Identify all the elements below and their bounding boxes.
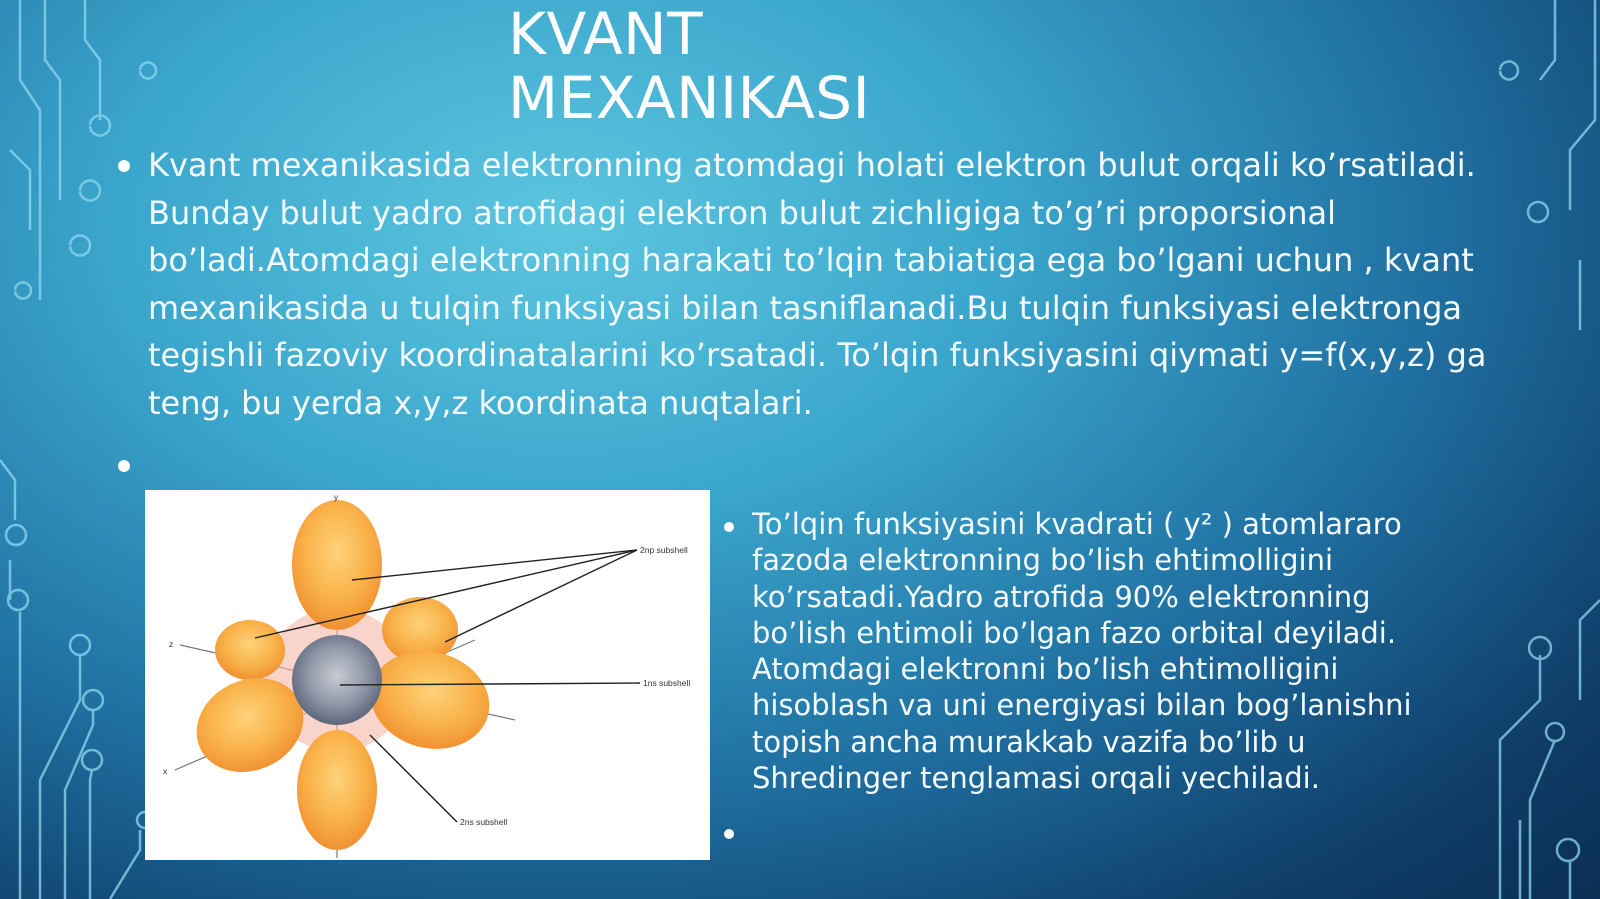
lobe-top [292,500,382,630]
main-bullet-list [112,142,1552,427]
lobe-back-left [215,620,285,680]
paragraph-2-text: To’lqin funksiyasini kvadrati ( y² ) atomlararo fazoda elektronning bo’lish ehtimolligini ko’rsatadi.Yadro atrofida 90% elektronning bo’lish ehtimoli bo’lgan fazo orbital deyiladi. Atomdagi elektronni bo’lish ehtimolligini hisoblash va uni energiyasi bilan bog’lanishni topish ancha murakkab vazifa bo’lib u Shredinger tenglamasi orqali yechiladi. [752,507,1412,796]
orbital-diagram [145,490,710,860]
axis-label-z: z [169,639,174,649]
bullet-dot-icon [724,522,734,532]
title-line-1: KVANT [508,0,703,68]
bullet-item-1 [112,142,1552,427]
axis-label-x: x [163,766,168,776]
bullet-dot-icon [118,160,130,172]
label-1ns-subshell: 1ns subshell [643,678,691,688]
paragraph-1: Kvant mexanikasida elektronning atomdagi holati elektron bulut orqali ko’rsatiladi. Bunday bulut yadro atrofidagi elektron bulut zichligiga to’g’ri proporsional bo’ladi.Atomdagi elektronning harakati to’lqin tabiatiga ega bo’lgani uchun , kvant mexanikasida u tulqin funksiyasi bilan tasniflanadi.Bu tulqin funksiyasi elektronga tegishli fazoviy koordinatalarini ko’rsatadi. To’lqin funksiyasini qiymati y=f(x,y,z) ga teng, bu yerda x,y,z koordinata nuqtalari. [148,146,1487,422]
orbital-figure [145,490,710,860]
title-line-2: MEXANIKASI [508,64,871,132]
axis-label-y: y [334,492,339,502]
1ns-core [292,635,382,725]
empty-bullet-dot-icon [724,829,734,839]
lobe-bottom [297,730,377,850]
empty-bullet-dot-icon [118,460,130,472]
side-bullet-list [722,506,1442,796]
label-2ns-subshell: 2ns subshell [460,817,508,827]
slide-title [508,2,870,130]
paragraph-2 [722,506,1442,796]
label-2np-subshell: 2np subshell [640,545,688,555]
